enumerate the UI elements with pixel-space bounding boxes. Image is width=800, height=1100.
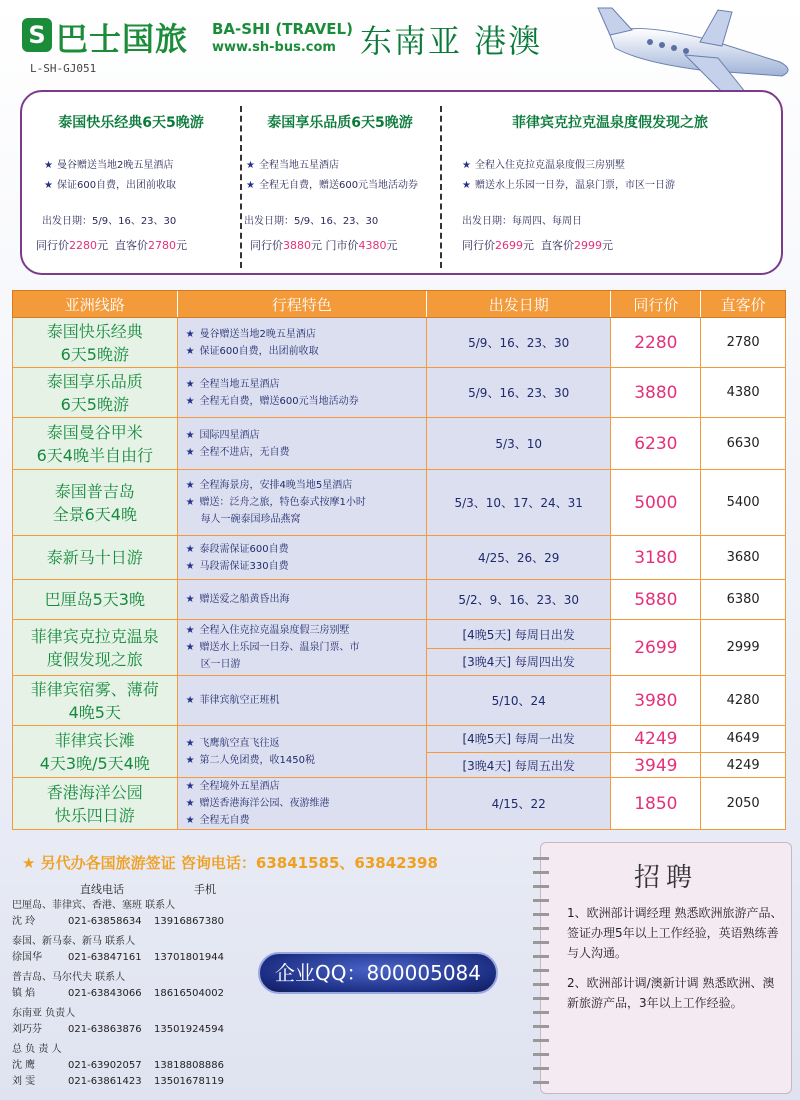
route-name-line: 泰国曼谷甲米 [46,422,143,442]
logo-chinese-name: 巴士国旅 [56,20,189,58]
featured-tour-feature: ★ 全程当地五星酒店 [246,160,339,171]
departure-dates: 5/9、16、23、30 [427,318,612,367]
feature-item: ★ 赠送水上乐园一日券、温泉门票、市 [185,642,360,653]
direct-price: 6380 [701,580,785,619]
feature-item: ★ 菲律宾航空正班机 [185,695,280,706]
contact-group [12,898,224,930]
peer-price: 3880 [611,368,701,417]
tour-prices: 同行价2280元 直客价2780元 [36,239,187,252]
route-name [13,778,178,829]
table-row[interactable] [12,368,786,418]
departure-dates: 4/15、22 [427,778,612,829]
recruitment-title: 招聘 [633,863,698,893]
star-icon: ★ [462,160,471,171]
featured-tour-feature: ★ 赠送水上乐园一日券，温泉门票，市区一日游 [462,180,675,191]
table-row[interactable] [12,580,786,620]
direct-price: 2999 [701,620,785,675]
table-row[interactable] [12,318,786,368]
contact-person [12,1074,224,1090]
star-icon: ★ [185,560,195,572]
featured-tour-feature: ★ 全程入住克拉克温泉度假三房别墅 [462,160,625,171]
route-name-line: 菲律宾长滩 [54,730,135,750]
route-name-line: 泰新马十日游 [46,548,143,567]
feature-item: ★ 马段需保证330自费 [185,560,289,572]
feature-item: ★ 保证600自费，出团前收取 [185,345,319,357]
direct-price: 2780 [701,318,785,367]
feature-item: ★ 全程无自费 [185,815,250,826]
direct-price: 4380 [701,368,785,417]
feature-item: ★ 赠送爱之船黄昏出海 [185,594,290,605]
peer-price: 5000 [611,470,701,535]
star-icon: ★ [185,625,195,636]
route-name-line: 巴厘岛5天3晚 [44,590,145,609]
departure-dates: 5/10、24 [427,676,612,725]
feature-item: 区一日游 [200,659,241,670]
departure-dates: 出发日期：5/9、16、23、30 [42,216,177,227]
header [0,0,800,88]
featured-tour-feature: ★ 曼谷赠送当地2晚五星酒店 [44,160,174,171]
star-icon: ★ [185,754,195,766]
departure-dates: 5/3、10 [427,418,612,469]
recruitment-body [567,903,783,1013]
featured-tour[interactable] [22,92,240,277]
feature-item: ★ 飞鹰航空直飞往返 [185,737,280,749]
contact-name: 刘巧芬 [12,1024,42,1035]
contact-tel[interactable]: 021-63863876 [68,1024,142,1035]
contact-name: 沈 鹰 [12,1060,36,1071]
table-row[interactable] [12,536,786,580]
route-name [13,676,178,725]
route-name-line: 6天4晚半自由行 [36,445,153,465]
star-icon: ★ [185,695,195,706]
direct-price: 4649 4249 [701,726,785,777]
column-header: 直客价 [720,296,766,314]
peer-price: 2280 [611,318,701,367]
featured-tour[interactable] [240,92,440,277]
contact-person [12,1022,224,1038]
route-name-line: 泰国快乐经典 [46,321,143,341]
website-url[interactable]: www.sh-bus.com [212,40,336,55]
contact-group-label: 普吉岛、马尔代夫 联系人 [12,972,126,983]
star-icon: ★ [185,594,195,605]
route-name-line: 度假发现之旅 [46,649,143,669]
contact-group-label: 泰国、新马泰、新马 联系人 [12,936,136,947]
peer-price: 1850 [611,778,701,829]
departure-dates: 4/25、26、29 [427,536,612,579]
route-name [13,418,178,469]
contact-mobile[interactable]: 13501678119 [154,1076,224,1087]
peer-price: 2699 [611,620,701,675]
route-name-line: 香港海洋公园 [46,782,143,802]
contact-tel[interactable]: 021-63858634 [68,916,142,927]
contact-group-label: 巴厘岛、菲律宾、香港、塞班 联系人 [12,900,176,911]
route-name-line: 泰国享乐品质 [46,371,143,391]
table-row[interactable] [12,620,786,676]
featured-tour-title: 菲律宾克拉克温泉度假发现之旅 [512,115,708,131]
star-icon: ★ [185,378,195,390]
contact-person [12,1058,224,1074]
peer-price: 3980 [611,676,701,725]
star-icon: ★ [185,815,195,826]
qq-contact-button[interactable]: 企业QQ：800005084 [258,952,498,994]
contact-tel[interactable]: 021-63861423 [68,1076,142,1087]
tour-features [178,620,427,675]
product-code: L-SH-GJ051 [30,62,97,75]
tour-features [178,778,427,829]
tour-features [178,536,427,579]
route-name-line: 泰国普吉岛 [54,481,135,501]
featured-tour-title: 泰国享乐品质6天5晚游 [267,115,413,131]
direct-line-label: 直线电话 [80,883,124,896]
mobile-label: 手机 [194,883,216,896]
table-row[interactable] [12,470,786,536]
star-icon: ★ [185,480,195,491]
route-name [13,318,178,367]
contact-person [12,914,224,930]
contact-mobile[interactable]: 13916867380 [154,916,224,927]
featured-tour-feature: ★ 保证600自费，出团前收取 [44,180,177,191]
route-name-line: 菲律宾克拉克温泉 [30,626,159,646]
route-name-line: 4晚5天 [68,702,121,722]
feature-item: ★ 国际四星酒店 [185,429,260,441]
departure-dates: 出发日期：每周四、每周日 [462,216,582,227]
route-name [13,368,178,417]
route-name [13,580,178,619]
column-header: 同行价 [611,291,701,317]
route-name-line: 4天3晚/5天4晚 [39,753,150,773]
column-header: 行程特色 [178,291,427,317]
feature-item: ★ 全程当地五星酒店 [185,378,280,390]
feature-item: ★ 全程入住克拉克温泉度假三房别墅 [185,625,350,636]
tour-prices: 同行价2699元 直客价2999元 [462,239,613,252]
direct-price: 4280 [701,676,785,725]
peer-price: 3180 [611,536,701,579]
feature-item: ★ 第二人免团费，收1450税 [185,754,315,766]
contact-name: 刘 雯 [12,1076,36,1087]
route-name-line: 6天5晚游 [60,394,129,414]
star-icon: ★ [44,160,53,171]
tour-prices: 同行价3880元 门市价4380元 [250,239,398,252]
contact-tel[interactable]: 021-63847161 [68,952,142,963]
table-row[interactable] [12,418,786,470]
star-icon: ★ [185,781,195,792]
star-icon: ★ [246,180,255,191]
contact-name: 镇 焰 [12,988,36,999]
star-icon: ★ [185,543,195,555]
feature-item: 每人一碗泰国珍品燕窝 [200,514,301,525]
tour-features [178,580,427,619]
star-icon: ★ [185,395,195,407]
contact-mobile[interactable]: 13818808886 [154,1060,224,1071]
contact-list [12,898,224,1094]
tour-features [178,676,427,725]
contact-mobile[interactable]: 13701801944 [154,952,224,963]
contact-person [12,950,224,966]
tour-features [178,418,427,469]
page-title: 东南亚 港澳 [360,22,543,60]
contact-group [12,970,224,1002]
peer-price: 5880 [611,580,701,619]
star-icon: ★ [185,446,195,458]
feature-item: ★ 泰段需保证600自费 [185,543,289,555]
table-row[interactable] [12,726,786,778]
table-header [12,290,786,318]
tour-features [178,318,427,367]
tour-table [12,290,786,830]
visa-service-notice: ★ 另代办各国旅游签证 咨询电话：63841585、63842398 [22,854,438,872]
contact-group-label: 东南亚 负责人 [12,1008,76,1019]
contact-name: 沈 玲 [12,916,36,927]
route-name [13,470,178,535]
feature-item: ★ 全程不进店，无自费 [185,446,290,458]
route-name [13,536,178,579]
column-header: 出发日期 [427,291,612,317]
peer-price: 4249 3949 [611,726,701,777]
job-posting: 1、欧洲部计调经理 熟悉欧洲旅游产品、签证办理5年以上工作经验，英语熟练善与人沟通。 [567,906,783,960]
featured-tour-title: 泰国快乐经典6天5晚游 [58,115,204,131]
contact-mobile[interactable]: 18616504002 [154,988,224,999]
feature-item: ★ 曼谷赠送当地2晚五星酒店 [185,328,316,340]
route-name-line: 快乐四日游 [54,805,135,825]
feature-item: ★ 全程境外五星酒店 [185,781,280,792]
star-icon: ★ [185,642,195,653]
star-icon: ★ [185,497,195,508]
star-icon: ★ [185,328,195,340]
contact-columns-header [80,881,216,897]
star-icon: ★ [246,160,255,171]
featured-tour-feature: ★ 全程无自费，赠送600元当地活动券 [246,180,419,191]
table-body [12,318,786,830]
star-icon: ★ [185,737,195,749]
logo-english-name: BA-SHI (TRAVEL) [212,20,353,38]
job-posting: 2、欧洲部计调/澳新计调 熟悉欧洲、澳新旅游产品，3年以上工作经验。 [567,976,775,1010]
contact-group-label: 总 负 责 人 [12,1044,62,1055]
featured-tours-box [20,90,783,275]
contact-tel[interactable]: 021-63843066 [68,988,142,999]
direct-price: 6630 [701,418,785,469]
star-icon: ★ [185,345,195,357]
star-icon: ★ [462,180,471,191]
contact-mobile[interactable]: 13501924594 [154,1024,224,1035]
table-row[interactable] [12,676,786,726]
direct-price: 5400 [701,470,785,535]
departure-dates: [4晚5天] 每周一出发 [3晚4天] 每周五出发 [427,726,612,777]
logo-icon: S [22,18,52,52]
contact-group [12,1006,224,1038]
table-row[interactable] [12,778,786,830]
contact-tel[interactable]: 021-63902057 [68,1060,142,1071]
direct-price: 2050 [701,778,785,829]
route-name-line: 6天5晚游 [60,344,129,364]
contact-group [12,934,224,966]
departure-dates: 出发日期：5/9、16、23、30 [244,216,379,227]
direct-price: 3680 [701,536,785,579]
feature-item: ★ 全程无自费，赠送600元当地活动券 [185,395,359,407]
recruitment-notice [540,842,792,1094]
peer-price: 6230 [611,418,701,469]
contact-group [12,1042,224,1090]
contact-name: 徐国华 [12,952,42,963]
feature-item: ★ 全程海景房，安排4晚当地5星酒店 [185,480,353,491]
route-name [13,726,178,777]
column-header: 亚洲线路 [13,291,178,317]
feature-item: ★ 赠送：泛舟之旅，特色泰式按摩1小时 [185,497,366,508]
tour-features [178,470,427,535]
feature-item: ★ 赠送香港海洋公园、夜游维港 [185,798,330,809]
departure-dates: [4晚5天] 每周日出发 [3晚4天] 每周四出发 [427,620,612,675]
departure-dates: 5/3、10、17、24、31 [427,470,612,535]
star-icon: ★ [185,798,195,809]
star-icon: ★ [44,180,53,191]
route-name [13,620,178,675]
star-icon: ★ [185,429,195,441]
route-name-line: 菲律宾宿雾、薄荷 [30,679,159,699]
contact-person [12,986,224,1002]
departure-dates: 5/2、9、16、23、30 [427,580,612,619]
tour-features [178,726,427,777]
tour-features [178,368,427,417]
departure-dates: 5/9、16、23、30 [427,368,612,417]
featured-tour[interactable] [440,92,780,277]
route-name-line: 全景6天4晚 [52,504,137,524]
